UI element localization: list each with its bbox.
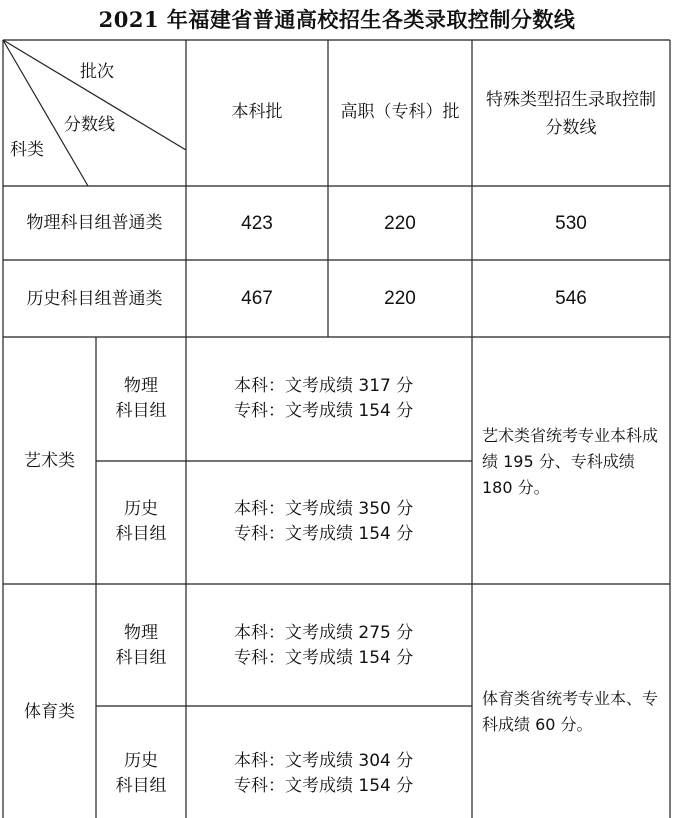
special-score: 530 [555,213,587,234]
pe-history-group: 历史 科目组 [115,751,167,796]
benke-score: 467 [241,288,273,309]
pe-history-zhuanke: 专科：文考成绩 154 分 [234,776,414,796]
pe-physics-group: 物理 科目组 [115,623,167,668]
row-label: 物理科目组普通类 [26,213,163,233]
art-physics-group: 物理 科目组 [115,376,167,421]
pe-physics-benke: 本科：文考成绩 275 分 [234,623,414,643]
row-label: 历史科目组普通类 [26,289,163,309]
zhuanke-score: 220 [384,213,416,234]
pe-note: 体育类省统考专业本、专科成绩 60 分。 [482,689,659,734]
col-header-zhuanke: 高职（专科）批 [340,102,460,122]
page-title: 2021 年福建省普通高校招生各类录取控制分数线 [98,7,576,32]
col-header-benke: 本科批 [231,102,283,122]
art-note: 艺术类省统考专业本科成绩 195 分、专科成绩 180 分。 [482,426,659,497]
header-diagonal-batch: 批次 [80,62,114,82]
zhuanke-score: 220 [384,288,416,309]
header-diagonal-score: 分数线 [64,115,115,135]
pe-physics-zhuanke: 专科：文考成绩 154 分 [234,648,414,668]
col-header-special: 特殊类型招生录取控制分数线 [486,90,656,138]
art-history-group: 历史 科目组 [115,499,167,544]
header-diagonal-category: 科类 [10,140,44,160]
art-history-zhuanke: 专科：文考成绩 154 分 [234,524,414,544]
benke-score: 423 [241,213,273,234]
pe-history-benke: 本科：文考成绩 304 分 [234,751,414,771]
art-physics-zhuanke: 专科：文考成绩 154 分 [234,401,414,421]
special-score: 546 [555,288,587,309]
art-history-benke: 本科：文考成绩 350 分 [234,499,414,519]
category-art: 艺术类 [24,451,75,471]
category-pe: 体育类 [24,702,75,722]
art-physics-benke: 本科：文考成绩 317 分 [234,376,414,396]
